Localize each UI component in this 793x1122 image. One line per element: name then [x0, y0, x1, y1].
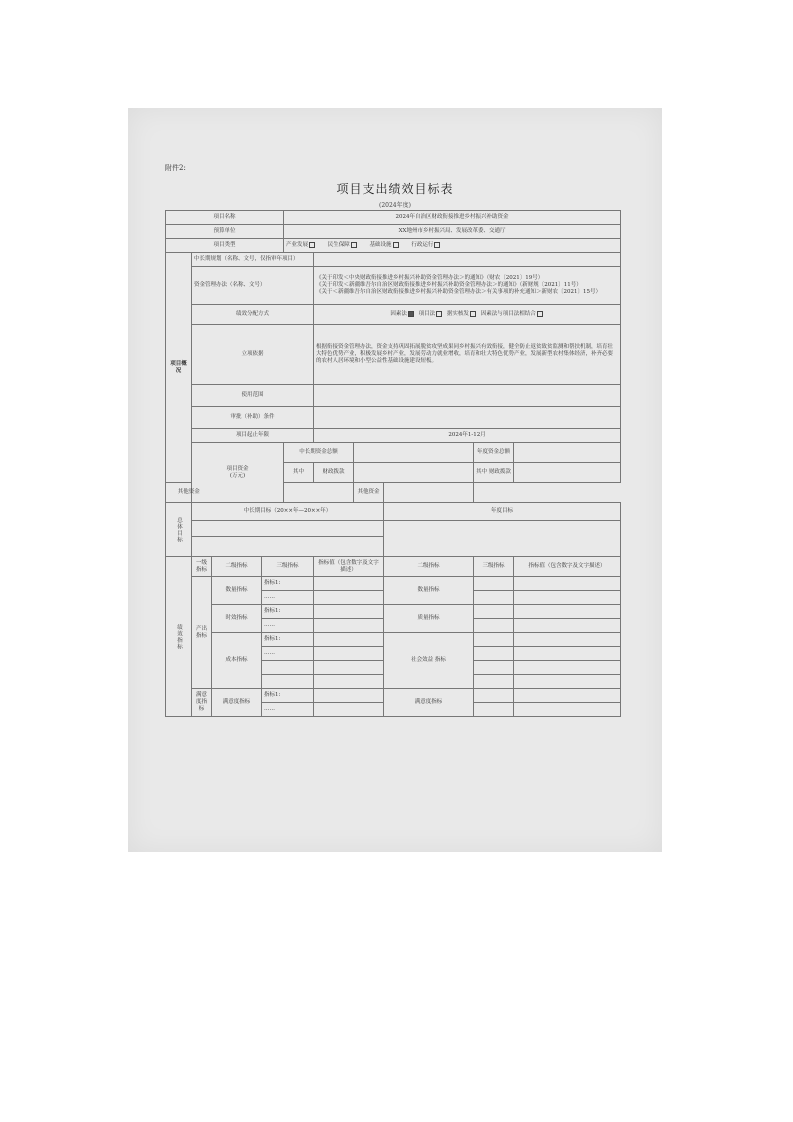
of-which-label: 其中 [284, 463, 314, 483]
long-term-goal-value [192, 521, 384, 537]
plan-label: 中长期规划（名称、文号，仅指审年项目） [192, 253, 314, 267]
long-term-goal-value-2 [192, 537, 384, 557]
year-total-value [514, 443, 621, 463]
indicator-dots: …… [262, 647, 314, 661]
type-option-livelihood[interactable]: 民生保障 [328, 242, 358, 248]
row-cost-1 [166, 633, 621, 647]
performance-target-table [165, 210, 621, 717]
h-level3: 三级指标 [262, 557, 314, 577]
type-option-admin[interactable]: 行政运行 [411, 242, 441, 248]
indicator-value-right[interactable] [514, 689, 621, 703]
checkbox-icon [537, 311, 543, 317]
plan-value [314, 253, 621, 267]
type-option-infrastructure[interactable]: 基础设施 [370, 242, 400, 248]
indicator-value[interactable] [314, 619, 384, 633]
alloc-project[interactable]: 项目法 [419, 311, 444, 317]
basis-label: 立项依据 [192, 325, 314, 385]
checked-checkbox-icon [408, 311, 414, 317]
checkbox-icon [393, 242, 399, 248]
type-option-industry[interactable]: 产业发展 [286, 242, 316, 248]
indicator-item-right[interactable] [474, 633, 514, 647]
indicator-value[interactable] [314, 591, 384, 605]
indicator-value-right[interactable] [514, 703, 621, 717]
satisfaction-label-right: 满意度指标 [384, 689, 474, 717]
fiscal-label: 财政拨款 [314, 463, 354, 483]
indicator-value-right[interactable] [514, 577, 621, 591]
fund-mgmt-value [314, 267, 621, 305]
row-scope [166, 385, 621, 407]
row-project-type [166, 239, 621, 253]
year-other-label: 其他资金 [354, 483, 384, 503]
indicator-item: 指标1: [262, 633, 314, 647]
indicator-item-blank[interactable] [262, 661, 314, 675]
indicator-dots: …… [262, 703, 314, 717]
h-value: 指标值（包含数字及文字描述） [314, 557, 384, 577]
checkbox-icon [309, 242, 315, 248]
row-indicator-header [166, 557, 621, 577]
project-name-value: 2024年自治区财政衔接推进乡村振兴补助资金 [284, 211, 621, 225]
row-quantity-1 [166, 577, 621, 591]
other-funds-label: 其他资金 [166, 483, 212, 503]
project-name-label: 项目名称 [166, 211, 284, 225]
indicator-item: 指标1: [262, 689, 314, 703]
satisfaction-label: 满意度指标 [212, 689, 262, 717]
row-fund-total [166, 443, 621, 463]
row-allocation [166, 305, 621, 325]
output-indicator-label: 产出指标 [192, 577, 212, 689]
fund-mgmt-line: 《关于＜新疆维吾尔自治区财政衔接推进乡村振兴补助资金管理办法＞有关事项的补充通知＞新财农〔2021〕15号） [316, 288, 602, 295]
approval-value [314, 407, 621, 429]
fund-label: 项目资金 (万元) [192, 443, 284, 503]
year-fiscal-value [514, 463, 621, 483]
year-other-value [384, 483, 474, 503]
long-total-label: 中长期资金总额 [284, 443, 354, 463]
indicator-value-right[interactable] [514, 675, 621, 689]
indicator-value-right[interactable] [514, 605, 621, 619]
indicator-item-right[interactable] [474, 675, 514, 689]
year-fiscal-label: 其中 财政拨款 [474, 463, 514, 483]
row-fund-mgmt [166, 267, 621, 305]
long-other-value [284, 483, 354, 503]
fund-mgmt-line: 《关于印发＜中央财政衔接推进乡村振兴补助资金管理办法＞的通知》（财农〔2021〕19号） [316, 275, 544, 282]
allocation-label: 绩效分配方式 [192, 305, 314, 325]
period-label: 项目起止年限 [192, 429, 314, 443]
h-level1: 一级指标 [192, 557, 212, 577]
benefit-label: 社会效益 指标 [384, 633, 474, 689]
row-satisfaction-1 [166, 689, 621, 703]
indicator-value[interactable] [314, 577, 384, 591]
row-period [166, 429, 621, 443]
annual-goal-label: 年度目标 [384, 503, 621, 521]
indicator-value[interactable] [314, 633, 384, 647]
indicator-value-right[interactable] [514, 647, 621, 661]
indicator-value[interactable] [314, 703, 384, 717]
row-approval [166, 407, 621, 429]
satisfaction-l1-label: 满意度指标 [192, 689, 212, 717]
fund-mgmt-label: 资金管理办法（名称、文号） [192, 267, 314, 305]
project-type-label: 项目类型 [166, 239, 284, 253]
checkbox-icon [436, 311, 442, 317]
indicator-dots: …… [262, 619, 314, 633]
scanned-page [128, 108, 662, 852]
row-time-1 [166, 605, 621, 619]
quantity-label-right: 数量指标 [384, 577, 474, 605]
checkbox-icon [351, 242, 357, 248]
approval-label: 审批（补助）条件 [192, 407, 314, 429]
budget-unit-value: XX地州市乡村振兴局、发展改革委、交通厅 [284, 225, 621, 239]
indicator-value[interactable] [314, 689, 384, 703]
row-basis [166, 325, 621, 385]
fund-mgmt-line: 《关于印发＜新疆维吾尔自治区财政衔接推进乡村振兴补助资金管理办法＞的通知》（新财规〔2021〕11号） [316, 282, 582, 289]
row-budget-unit [166, 225, 621, 239]
basis-value: 根据衔接资金管理办法，资金支持巩固拓展脱贫攻坚成果同乡村振兴有效衔接，健全防止返贫致贫监测和帮扶机制，培育壮大特色优势产业，积极发展乡村产业，发展劳动力就业增收，培育和壮大特色优势产业，发展新型农村集体经济，补齐必要的农村人居环境和小型公益性基础设施建设短板。 [314, 325, 621, 385]
h-value-right: 指标值（包含数字及文字描述） [514, 557, 621, 577]
indicator-item-right[interactable] [474, 689, 514, 703]
long-fiscal-value [354, 463, 474, 483]
scope-label: 使用范围 [192, 385, 314, 407]
alloc-combined[interactable]: 因素法与项目法相结合 [481, 311, 544, 317]
scope-value [314, 385, 621, 407]
row-goal-body [166, 521, 621, 537]
long-term-goal-label: 中长期目标（20××年—20××年） [192, 503, 384, 521]
indicator-value[interactable] [314, 661, 384, 675]
indicator-item-right[interactable] [474, 577, 514, 591]
long-total-value [354, 443, 474, 463]
row-goal-header [166, 503, 621, 521]
indicator-item-right[interactable] [474, 591, 514, 605]
allocation-options [314, 305, 621, 325]
indicator-value[interactable] [314, 675, 384, 689]
indicator-dots: …… [262, 591, 314, 605]
indicator-item-right[interactable] [474, 605, 514, 619]
indicator-item: 指标1: [262, 605, 314, 619]
indicator-item-right[interactable] [474, 703, 514, 717]
indicator-value-right[interactable] [514, 633, 621, 647]
overall-goal-label: 总体目标 [166, 503, 192, 557]
form-title: 项目支出绩效目标表 [336, 182, 454, 196]
quantity-label: 数量指标 [212, 577, 262, 605]
indicator-value[interactable] [314, 605, 384, 619]
indicator-item: 指标1: [262, 577, 314, 591]
indicator-value-right[interactable] [514, 591, 621, 605]
period-value: 2024年1-12月 [314, 429, 621, 443]
row-project-name [166, 211, 621, 225]
year-total-label: 年度资金总额 [474, 443, 514, 463]
project-type-options [284, 239, 621, 253]
indicator-item-right[interactable] [474, 661, 514, 675]
h-level3-right: 三级指标 [474, 557, 514, 577]
row-plan [166, 253, 621, 267]
indicator-value-right[interactable] [514, 619, 621, 633]
overview-label: 项目概况 [166, 253, 192, 483]
timeliness-label: 时效指标 [212, 605, 262, 633]
attachment-label: 附件2: [165, 164, 186, 172]
form-year: (2024年度) [379, 202, 411, 209]
h-level2: 二级指标 [212, 557, 262, 577]
cost-label: 成本指标 [212, 633, 262, 689]
indicator-item-right[interactable] [474, 647, 514, 661]
checkbox-icon [470, 311, 476, 317]
alloc-factor[interactable]: 因素法 [390, 311, 415, 317]
h-level2-right: 二级指标 [384, 557, 474, 577]
checkbox-icon [434, 242, 440, 248]
alloc-actual[interactable]: 据实核发 [447, 311, 477, 317]
annual-goal-value [384, 521, 621, 557]
indicator-value-right[interactable] [514, 661, 621, 675]
budget-unit-label: 预算单位 [166, 225, 284, 239]
indicator-item-blank[interactable] [262, 675, 314, 689]
indicator-item-right[interactable] [474, 619, 514, 633]
quality-label: 质量指标 [384, 605, 474, 633]
indicator-label: 绩效指标 [166, 557, 192, 717]
indicator-value[interactable] [314, 647, 384, 661]
